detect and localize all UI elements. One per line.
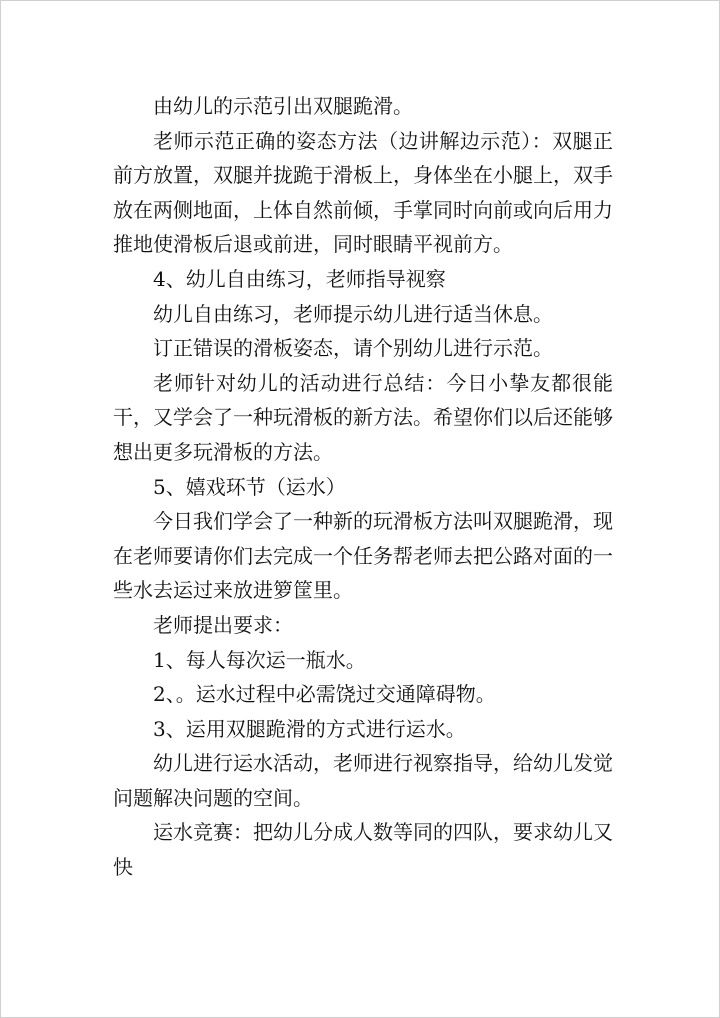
list-item: 2、。运水过程中必需饶过交通障碍物。 [153,682,496,707]
paragraph: 老师针对幼儿的活动进行总结：今日小挚友都很能干，又学会了一种玩滑板的新方法。希望你们以后还能够想出更多玩滑板的方法。 [113,370,613,464]
paragraph: 由幼儿的示范引出双腿跪滑。 [153,94,413,118]
paragraph: 运水竞赛：把幼儿分成人数等同的四队，要求幼儿又快 [113,820,613,880]
paragraph: 老师提出要求： [153,612,293,637]
list-item: 1、每人每次运一瓶水。 [153,647,366,672]
paragraph: 幼儿自由练习，老师提示幼儿进行适当休息。 [153,301,553,326]
document-body [113,89,613,885]
section-heading: 5、嬉戏环节（运水） [153,474,346,499]
paragraph: 今日我们学会了一种新的玩滑板方法叫双腿跪滑，现在老师要请你们去完成一个任务帮老师去把公路对面的一些水去运过来放进箩筐里。 [113,509,613,603]
paragraph: 订正错误的滑板姿态，请个别幼儿进行示范。 [153,336,553,361]
paragraph: 幼儿进行运水活动，老师进行视察指导，给幼儿发觉问题解决问题的空间。 [113,751,613,810]
section-heading: 4、幼儿自由练习，老师指导视察 [153,266,446,291]
list-item: 3、运用双腿跪滑的方式进行运水。 [153,716,466,741]
paragraph: 老师示范正确的姿态方法（边讲解边示范）：双腿正前方放置，双腿并拢跪于滑板上，身体坐在小腿上，双手放在两侧地面，上体自然前倾，手掌同时向前或向后用力推地使滑板后退或前进，同时眼睛平视前方。 [113,128,613,257]
